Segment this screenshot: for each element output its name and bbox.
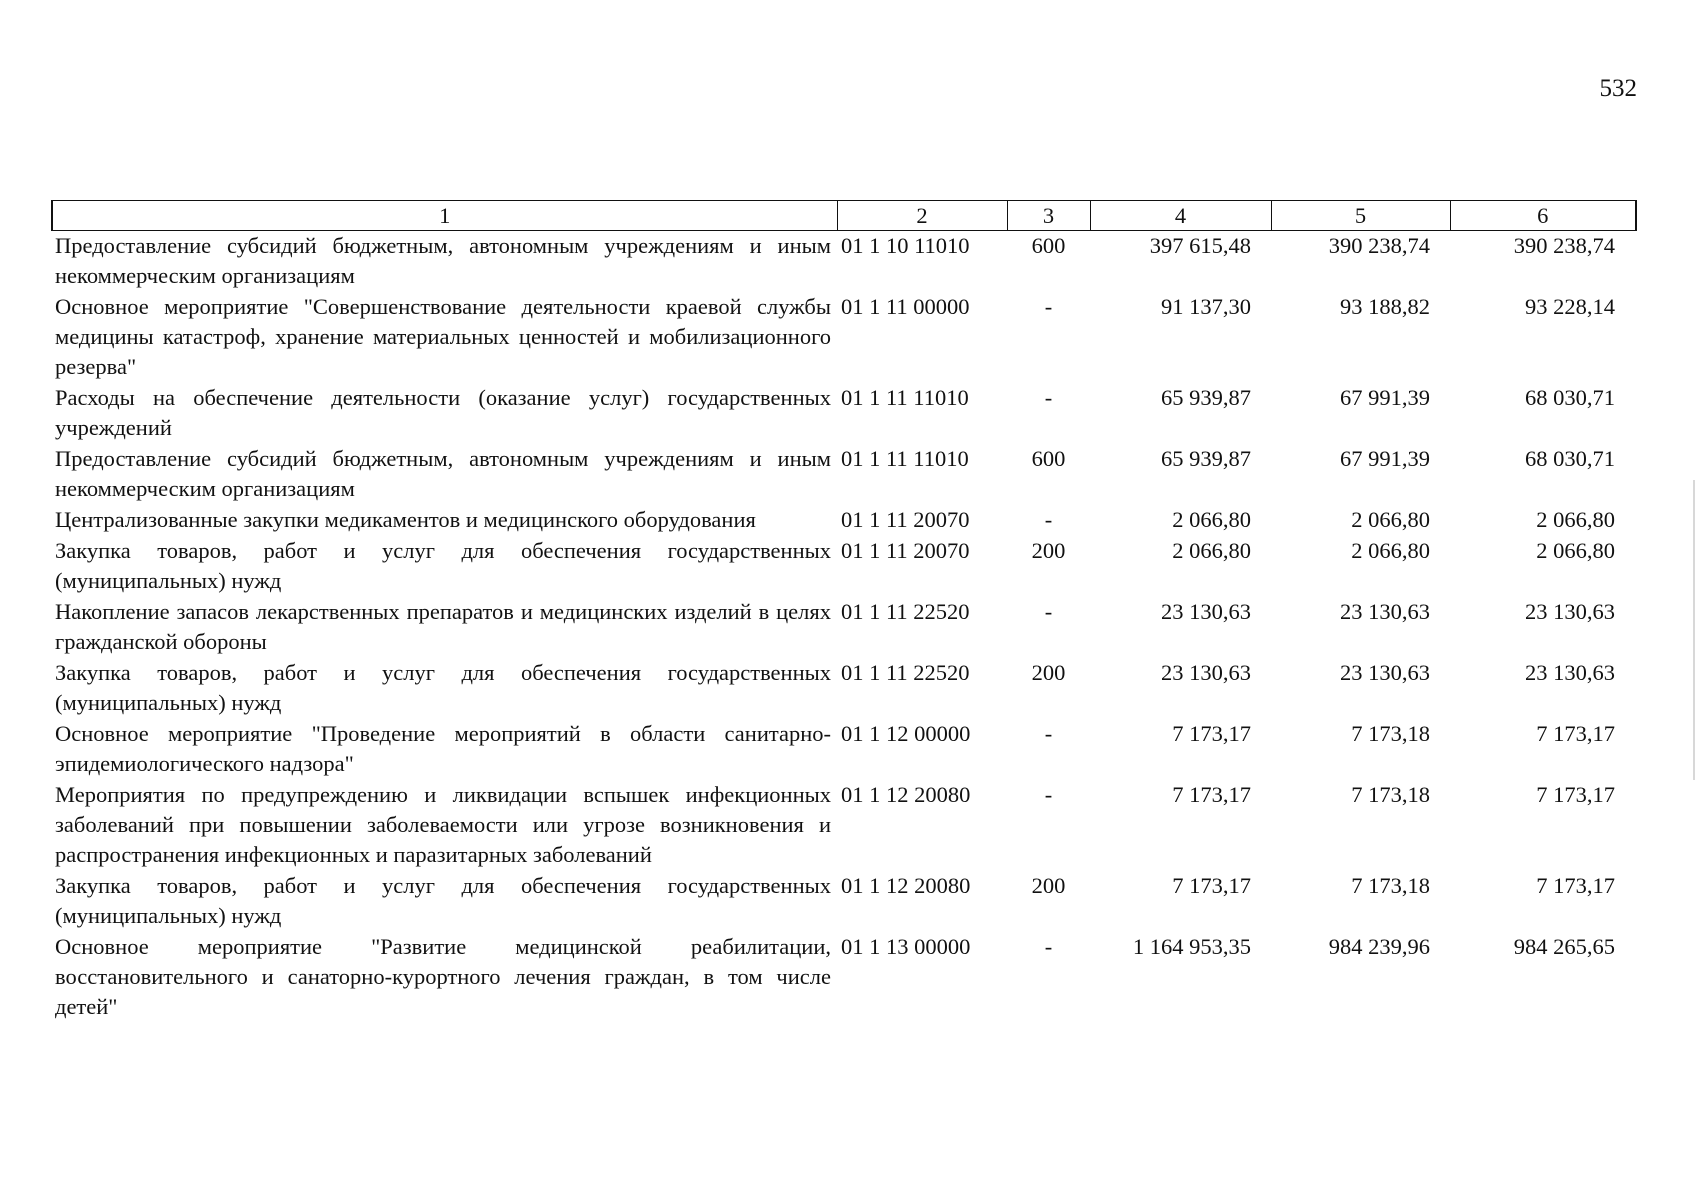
table-body	[52, 231, 1636, 1024]
row-expense-type: -	[1044, 599, 1053, 624]
row-value-col4: 7 173,17	[1172, 873, 1251, 898]
row-expense-type: -	[1044, 507, 1053, 532]
table-row	[52, 505, 1636, 536]
budget-table	[51, 200, 1637, 1023]
table-row	[52, 383, 1636, 444]
row-name: Основное мероприятие "Проведение мероприятий в области санитарно-эпидемиологического надзора"	[55, 721, 831, 776]
row-name: Мероприятия по предупреждению и ликвидации вспышек инфекционных заболеваний при повышении заболеваемости или угрозе возникновения и распространения инфекционных и паразитарных заболеваний	[55, 782, 831, 867]
row-name: Закупка товаров, работ и услуг для обеспечения государственных (муниципальных) нужд	[55, 660, 831, 715]
row-name: Закупка товаров, работ и услуг для обеспечения государственных (муниципальных) нужд	[55, 873, 831, 928]
row-expense-type: -	[1044, 782, 1053, 807]
row-value-col4: 91 137,30	[1161, 294, 1251, 319]
row-value-col5: 390 238,74	[1328, 233, 1430, 258]
table-row	[52, 932, 1636, 1023]
row-code: 01 1 11 11010	[841, 446, 969, 471]
table-row	[52, 536, 1636, 597]
row-value-col5: 7 173,18	[1351, 782, 1430, 807]
row-expense-type: -	[1044, 385, 1053, 410]
table-row	[52, 780, 1636, 871]
row-code: 01 1 11 20070	[841, 507, 970, 532]
row-value-col6: 390 238,74	[1513, 233, 1615, 258]
row-value-col6: 7 173,17	[1536, 782, 1615, 807]
row-code: 01 1 11 22520	[841, 660, 970, 685]
header-row	[52, 201, 1636, 231]
row-value-col4: 23 130,63	[1161, 599, 1251, 624]
row-value-col6: 7 173,17	[1536, 873, 1615, 898]
row-value-col5: 7 173,18	[1351, 873, 1430, 898]
table-row	[52, 597, 1636, 658]
row-value-col6: 68 030,71	[1525, 385, 1615, 410]
table-row	[52, 871, 1636, 932]
column-header-6: 6	[1450, 201, 1636, 231]
row-expense-type: -	[1044, 294, 1053, 319]
row-name: Предоставление субсидий бюджетным, автономным учреждениям и иным некоммерческим организациям	[55, 233, 831, 288]
row-expense-type: 600	[1031, 446, 1066, 471]
row-value-col5: 23 130,63	[1340, 660, 1430, 685]
row-value-col5: 93 188,82	[1340, 294, 1430, 319]
row-name: Основное мероприятие "Развитие медицинской реабилитации, восстановительного и санаторно-курортного лечения граждан, в том числе детей"	[55, 934, 831, 1019]
row-expense-type: 200	[1031, 873, 1066, 898]
row-value-col4: 7 173,17	[1172, 721, 1251, 746]
row-value-col4: 2 066,80	[1172, 538, 1251, 563]
row-value-col6: 23 130,63	[1525, 660, 1615, 685]
row-value-col4: 7 173,17	[1172, 782, 1251, 807]
row-value-col4: 65 939,87	[1161, 385, 1251, 410]
row-expense-type: -	[1044, 934, 1053, 959]
row-code: 01 1 11 22520	[841, 599, 970, 624]
row-value-col4: 2 066,80	[1172, 507, 1251, 532]
row-expense-type: -	[1044, 721, 1053, 746]
row-value-col6: 93 228,14	[1525, 294, 1615, 319]
row-value-col5: 2 066,80	[1351, 507, 1430, 532]
table-header	[52, 201, 1636, 231]
table-row	[52, 719, 1636, 780]
row-value-col5: 67 991,39	[1340, 385, 1430, 410]
page-number: 532	[1599, 75, 1637, 102]
row-name: Накопление запасов лекарственных препаратов и медицинских изделий в целях гражданской обороны	[55, 599, 831, 654]
row-value-col5: 2 066,80	[1351, 538, 1430, 563]
row-value-col6: 984 265,65	[1513, 934, 1615, 959]
column-header-4: 4	[1090, 201, 1271, 231]
row-value-col5: 23 130,63	[1340, 599, 1430, 624]
row-name: Расходы на обеспечение деятельности (оказание услуг) государственных учреждений	[55, 385, 831, 440]
row-value-col4: 397 615,48	[1149, 233, 1251, 258]
row-expense-type: 600	[1031, 233, 1066, 258]
table-row	[52, 231, 1636, 293]
column-header-2: 2	[837, 201, 1007, 231]
row-code: 01 1 11 20070	[841, 538, 970, 563]
row-code: 01 1 12 20080	[841, 782, 971, 807]
row-value-col4: 23 130,63	[1161, 660, 1251, 685]
row-expense-type: 200	[1031, 538, 1066, 563]
row-code: 01 1 11 11010	[841, 385, 969, 410]
row-code: 01 1 12 00000	[841, 721, 971, 746]
table-row	[52, 292, 1636, 383]
row-name: Закупка товаров, работ и услуг для обеспечения государственных (муниципальных) нужд	[55, 538, 831, 593]
column-header-3: 3	[1007, 201, 1090, 231]
row-value-col4: 1 164 953,35	[1132, 934, 1251, 959]
row-value-col6: 2 066,80	[1536, 538, 1615, 563]
row-value-col5: 7 173,18	[1351, 721, 1430, 746]
row-value-col6: 2 066,80	[1536, 507, 1615, 532]
row-expense-type: 200	[1031, 660, 1066, 685]
row-code: 01 1 11 00000	[841, 294, 970, 319]
row-name: Основное мероприятие "Совершенствование деятельности краевой службы медицины катастроф, хранение материальных ценностей и мобилизационного резерва"	[55, 294, 831, 379]
row-code: 01 1 13 00000	[841, 934, 971, 959]
row-value-col5: 984 239,96	[1328, 934, 1430, 959]
column-header-1: 1	[52, 201, 837, 231]
row-value-col6: 68 030,71	[1525, 446, 1615, 471]
table-row	[52, 658, 1636, 719]
row-name: Централизованные закупки медикаментов и медицинского оборудования	[55, 507, 756, 532]
row-value-col4: 65 939,87	[1161, 446, 1251, 471]
table-row	[52, 444, 1636, 505]
row-name: Предоставление субсидий бюджетным, автономным учреждениям и иным некоммерческим организациям	[55, 446, 831, 501]
row-value-col6: 7 173,17	[1536, 721, 1615, 746]
row-value-col6: 23 130,63	[1525, 599, 1615, 624]
column-header-5: 5	[1271, 201, 1450, 231]
row-code: 01 1 12 20080	[841, 873, 971, 898]
row-value-col5: 67 991,39	[1340, 446, 1430, 471]
row-code: 01 1 10 11010	[841, 233, 970, 258]
